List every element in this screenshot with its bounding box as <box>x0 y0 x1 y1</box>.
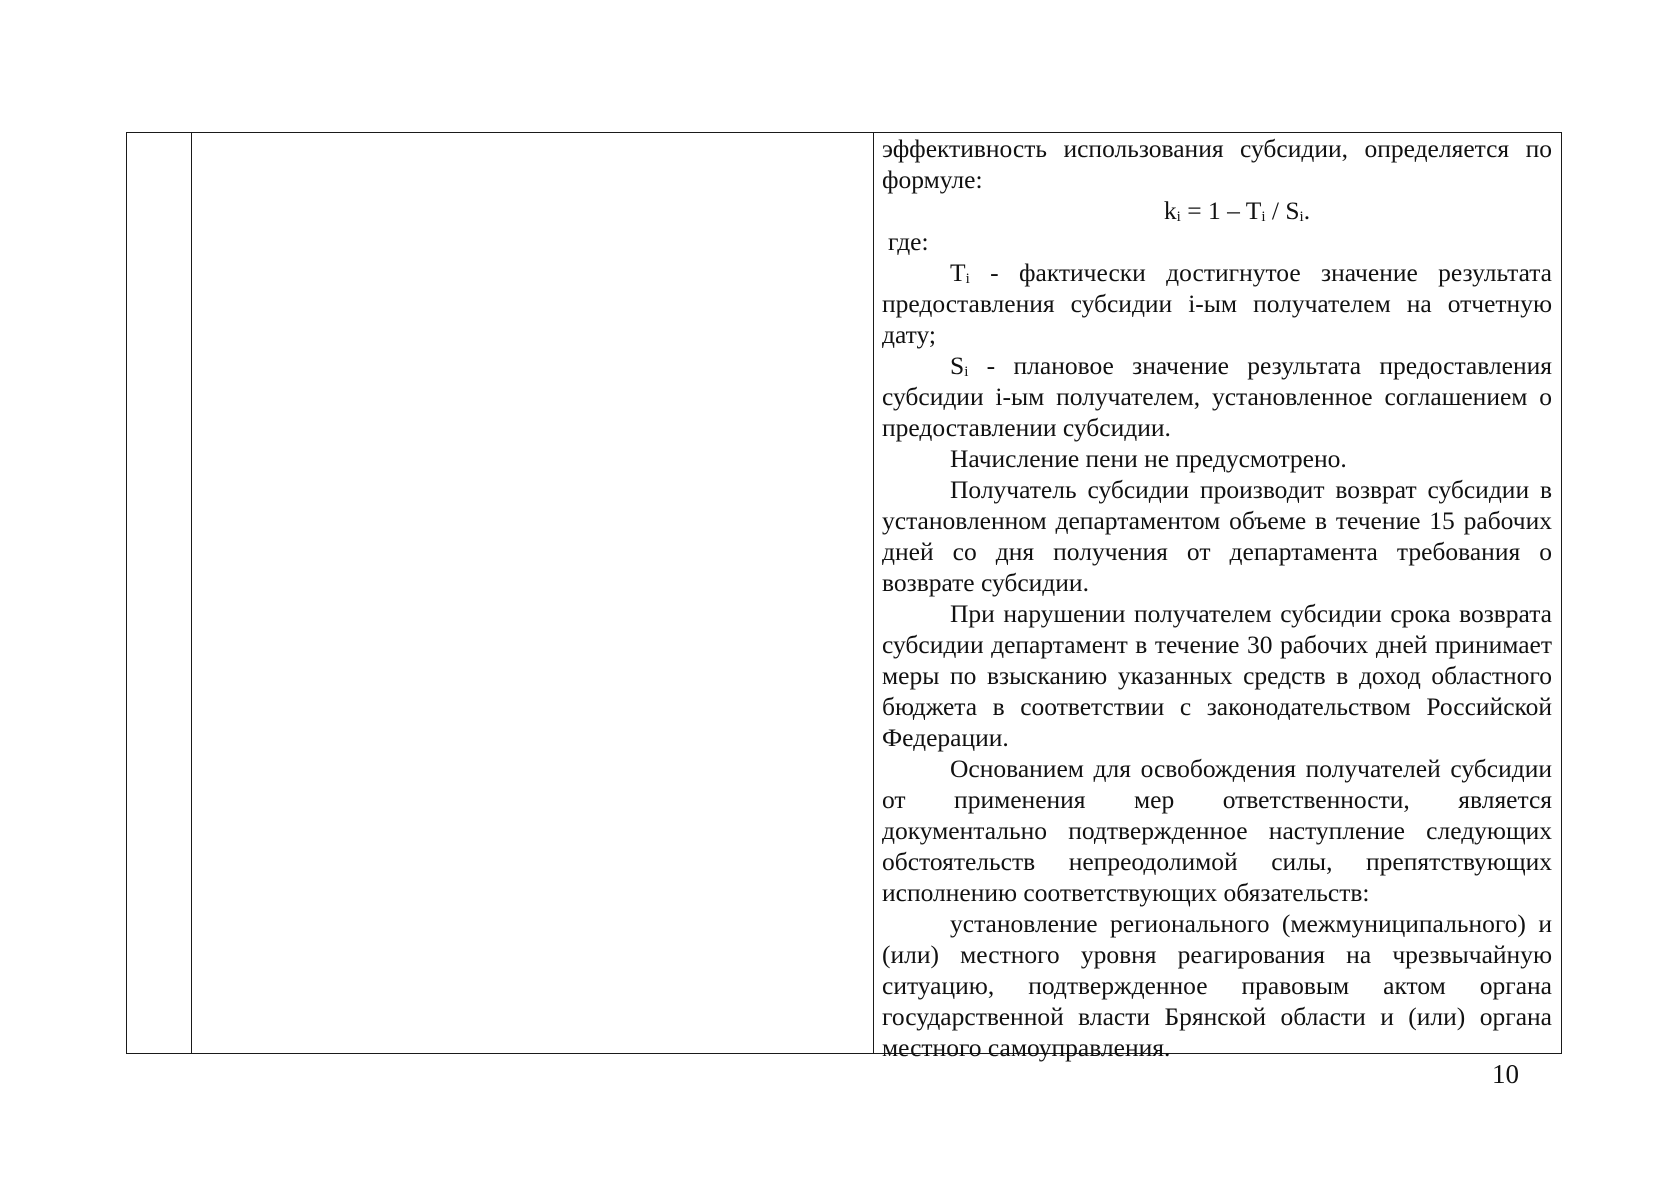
t-symbol: T <box>950 258 966 287</box>
table-column-divider-2 <box>873 133 874 1053</box>
formula-s-sub: i <box>1299 209 1304 225</box>
s-definition <box>882 350 1552 443</box>
formula-tail: . <box>1303 196 1311 225</box>
s-symbol: S <box>950 351 965 380</box>
intro-text: эффективность использования субсидии, определяется по формуле: <box>882 134 1552 194</box>
where-label: где: <box>888 227 929 256</box>
paragraph-penalty: Начисление пени не предусмотрено. <box>950 444 1347 473</box>
s-symbol-sub: i <box>964 364 969 380</box>
page-number: 10 <box>1492 1059 1519 1089</box>
paragraph-refund: Получатель субсидии производит возврат субсидии в установленном департаментом объеме в течение 15 рабочих дней со дня получения от департамента требования о возврате субсидии. <box>882 475 1552 597</box>
paragraph-violation: При нарушении получателем субсидии срока возврата субсидии департамент в течение 30 рабочих дней принимает меры по взысканию указанных средств в доход областного бюджета в соответствии с законодательством Российской Федерации. <box>882 599 1552 752</box>
formula-slash: / S <box>1265 196 1300 225</box>
table-text-cell <box>882 133 1552 1063</box>
formula-k: k <box>1163 196 1177 225</box>
formula <box>882 195 1552 226</box>
t-symbol-sub: i <box>965 271 970 287</box>
formula-eq: = 1 – T <box>1180 196 1262 225</box>
t-definition-text: - фактически достигнутое значение результата предоставления субсидии i-ым получателем на отчетную дату; <box>882 258 1552 349</box>
paragraph-emergency: установление регионального (межмуниципального) и (или) местного уровня реагирования на чрезвычайную ситуацию, подтвержденное правовым актом органа государственной власти Брянской области и (или) органа местного самоуправления. <box>882 909 1552 1062</box>
t-definition <box>882 257 1552 350</box>
paragraph-exemption: Основанием для освобождения получателей субсидии от применения мер ответственности, является документально подтвержденное наступление следующих обстоятельств непреодолимой силы, препятствующих исполнению соответствующих обязательств: <box>882 754 1552 907</box>
document-table <box>126 132 1562 1062</box>
formula-k-sub: i <box>1176 209 1181 225</box>
formula-t-sub: i <box>1261 209 1266 225</box>
s-definition-text: - плановое значение результата предоставления субсидии i-ым получателем, установленное соглашением о предоставлении субсидии. <box>882 351 1552 442</box>
table-column-divider-1 <box>191 133 192 1053</box>
